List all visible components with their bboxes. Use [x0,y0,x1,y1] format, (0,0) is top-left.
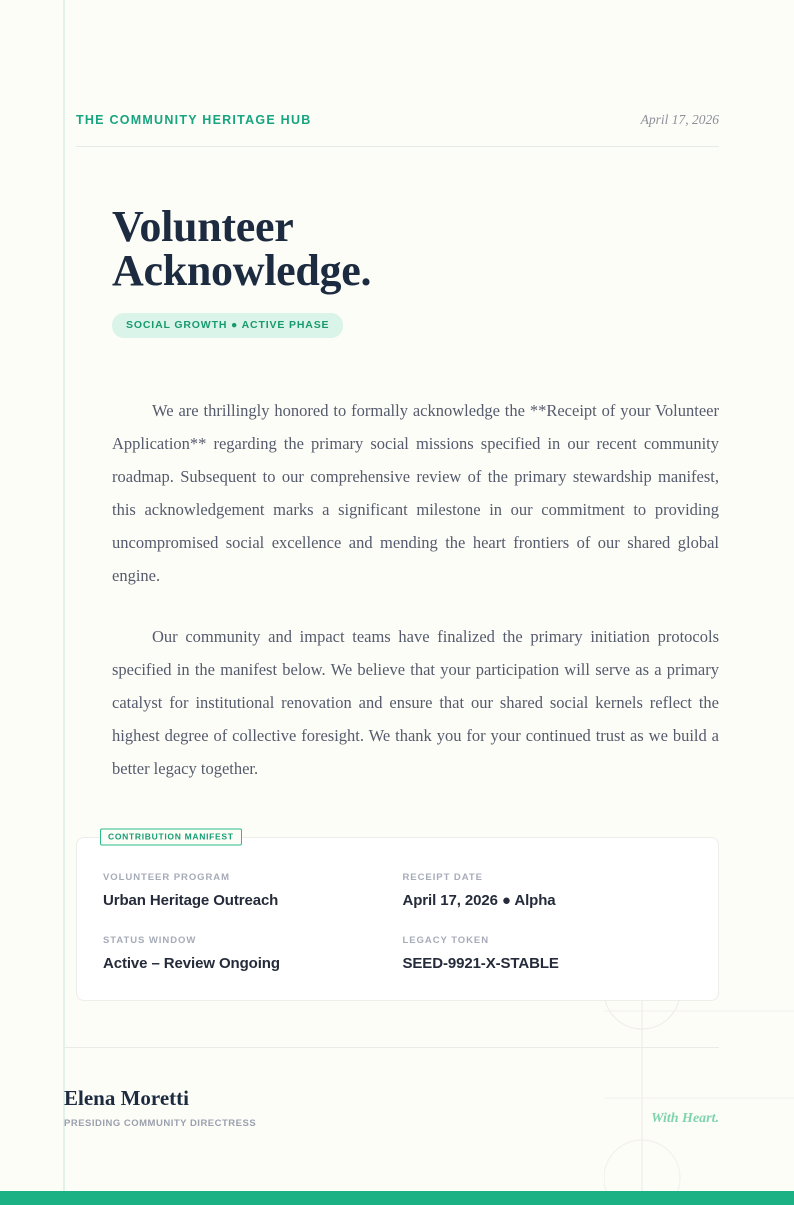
page-title [112,202,492,295]
status-badge: SOCIAL GROWTH ● ACTIVE PHASE [112,313,343,338]
masthead [76,0,719,128]
field-value: Active – Review Ongoing [103,955,280,972]
issue-date: April 17, 2026 [640,112,719,127]
sign-off: With Heart. [651,1111,719,1126]
field-value: SEED-9921-X-STABLE [402,955,559,972]
body-paragraph-2: Our community and impact teams have finalized the primary initiation protocols specified in the manifest below. We believe that your participation will serve as a primary catalyst for institutional renovation and ensure that our shared social kernels reflect the highest degree of collective foresight. We thank you for your continued trust as we build a better legacy together. [112,627,719,778]
manifest-tab-label: CONTRIBUTION MANIFEST [100,829,242,846]
left-margin-rule [63,0,65,1205]
document-content [64,0,719,1129]
field-label: STATUS WINDOW [103,935,197,946]
field-status-window [103,935,393,972]
field-volunteer-program [103,872,393,909]
field-label: VOLUNTEER PROGRAM [103,872,230,883]
signature-block [64,1048,719,1129]
title-block [76,147,719,338]
page-title-line-2: Acknowledge. [112,246,372,295]
manifest-card [76,837,719,1001]
body-paragraph-1: We are thrillingly honored to formally acknowledge the **Receipt of your Volunteer Application** regarding the primary social missions specified in our recent community roadmap. Subsequent to our comprehensive review of the primary stewardship manifest, this acknowledgement marks a significant milestone in our commitment to providing uncompromised social excellence and mending the heart frontiers of our shared global engine. [112,401,719,585]
page-title-line-1: Volunteer [112,202,294,251]
signer-name: Elena Moretti [64,1086,189,1110]
field-value: Urban Heritage Outreach [103,892,279,909]
field-value: April 17, 2026 ● Alpha [402,892,556,909]
body-copy [76,338,719,785]
signer-role: PRESIDING COMMUNITY DIRECTRESS [64,1118,257,1129]
field-legacy-token [403,935,693,972]
field-label: RECEIPT DATE [402,872,483,883]
signer [64,1086,256,1129]
brand-title: THE COMMUNITY HERITAGE HUB [76,113,312,127]
manifest-section [76,831,719,1001]
field-label: LEGACY TOKEN [402,935,490,946]
bottom-accent-bar [0,1191,794,1205]
field-receipt-date [403,872,693,909]
